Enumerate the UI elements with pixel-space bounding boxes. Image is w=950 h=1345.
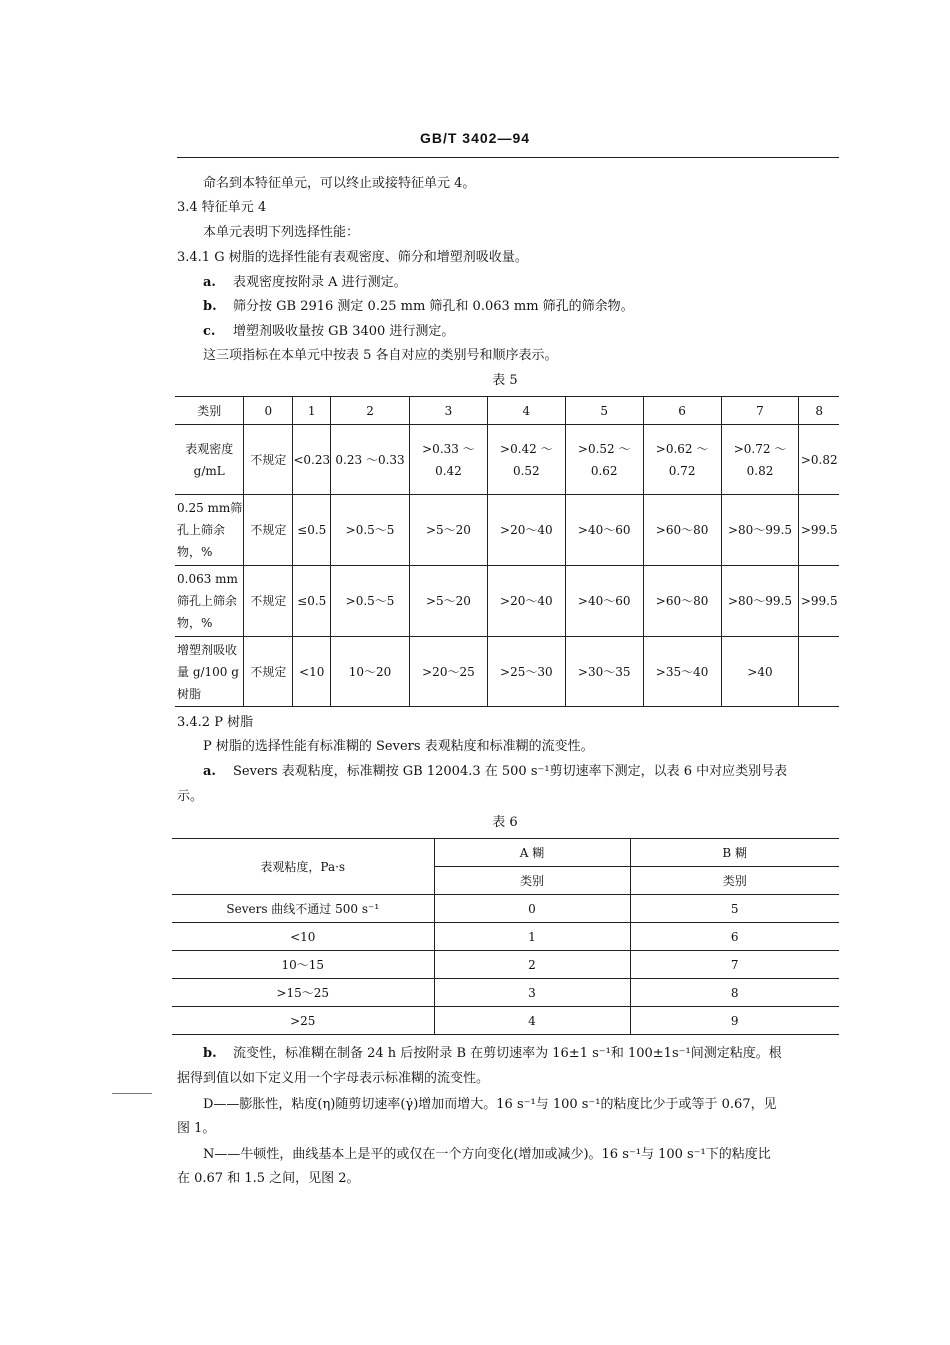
table-cell: >0.5～5 [331, 495, 410, 566]
table-cell: >40 [721, 637, 799, 707]
table-cell: >5～20 [409, 495, 487, 566]
table-cell: ≤0.5 [293, 566, 331, 637]
table-header-cell: 4 [487, 397, 565, 425]
table-row [172, 895, 839, 923]
table-cell: 2 [434, 951, 630, 979]
list-marker: a. [203, 764, 216, 779]
standard-code-header: GB/T 3402—94 [419, 130, 531, 146]
table-row [175, 637, 839, 707]
table-header-row [172, 839, 839, 867]
table-5 [175, 396, 839, 707]
table-cell: >0.42 ～0.52 [487, 425, 565, 495]
table-header-cell: 2 [331, 397, 410, 425]
table-cell: 10～15 [172, 951, 434, 979]
table-6 [172, 838, 839, 1035]
table-cell: 不规定 [244, 566, 293, 637]
table-header-cell: 1 [293, 397, 331, 425]
table-cell: >20～40 [487, 566, 565, 637]
list-text: 流变性，标准糊在制备 24 h 后按附录 B 在剪切速率为 16±1 s⁻¹和 100±1s⁻¹间测定粘度。根 [233, 1046, 782, 1061]
list-marker: c. [203, 324, 216, 339]
list-item [203, 1045, 782, 1063]
table-cell: >80～99.5 [721, 495, 799, 566]
table-cell: >60～80 [643, 566, 721, 637]
table-cell: <10 [293, 637, 331, 707]
table-cell: >99.5 [799, 495, 839, 566]
table-header-cell: 8 [799, 397, 839, 425]
paragraph-continuation: 在 0.67 和 1.5 之间，见图 2。 [177, 1171, 360, 1186]
table-header-cell: 6 [643, 397, 721, 425]
paragraph: 这三项指标在本单元中按表 5 各自对应的类别号和顺序表示。 [203, 348, 558, 363]
paragraph-continuation: 示。 [177, 789, 204, 804]
paragraph: 本单元表明下列选择性能： [203, 225, 360, 240]
table-header-cell: 类别 [630, 867, 839, 895]
table-cell: >0.82 [799, 425, 839, 495]
table-cell: >25～30 [487, 637, 565, 707]
table-cell: <10 [172, 923, 434, 951]
list-item [203, 323, 454, 341]
list-item [203, 274, 407, 292]
list-text: Severs 表观粘度，标准糊按 GB 12004.3 在 500 s⁻¹剪切速率下测定，以表 6 中对应类别号表 [233, 764, 788, 779]
table-header-cell: 类别 [175, 397, 244, 425]
table-cell: 8 [630, 979, 839, 1007]
paragraph-continuation: 据得到值以如下定义用一个字母表示标准糊的流变性。 [177, 1071, 490, 1086]
section-heading: 3.4.1 G 树脂的选择性能有表观密度、筛分和增塑剂吸收量。 [177, 250, 528, 265]
table-cell: >99.5 [799, 566, 839, 637]
table-cell: 不规定 [244, 425, 293, 495]
table-cell: 1 [434, 923, 630, 951]
table-cell: 6 [630, 923, 839, 951]
section-heading: 3.4.2 P 树脂 [177, 715, 254, 730]
table-row [172, 951, 839, 979]
table-cell: >30～35 [565, 637, 643, 707]
table-cell: 不规定 [244, 495, 293, 566]
table-header-cell: 类别 [434, 867, 630, 895]
list-text: 表观密度按附录 A 进行测定。 [233, 275, 407, 290]
table-row [172, 1007, 839, 1035]
table-header-cell: 0 [244, 397, 293, 425]
table-cell: >0.52 ～0.62 [565, 425, 643, 495]
table-cell: >15～25 [172, 979, 434, 1007]
table-cell: 4 [434, 1007, 630, 1035]
table-row [175, 495, 839, 566]
list-text: 增塑剂吸收量按 GB 3400 进行测定。 [233, 324, 455, 339]
table-cell: 0.25 mm筛孔上筛余物，% [175, 495, 244, 566]
table-cell: 10～20 [331, 637, 410, 707]
table-header-cell: B 糊 [630, 839, 839, 867]
table-header-cell: 5 [565, 397, 643, 425]
table-cell: 表观密度 g/mL [175, 425, 244, 495]
table-cell: 0.23 ～0.33 [331, 425, 410, 495]
table-caption: 表 6 [492, 815, 518, 830]
table-cell: >80～99.5 [721, 566, 799, 637]
table-cell: 0.063 mm筛孔上筛余物，% [175, 566, 244, 637]
list-marker: a. [203, 275, 216, 290]
table-caption: 表 5 [492, 373, 518, 388]
table-cell [799, 637, 839, 707]
table-cell: >0.62 ～0.72 [643, 425, 721, 495]
table-row [175, 566, 839, 637]
table-cell: <0.23 [293, 425, 331, 495]
paragraph-continuation: 图 1。 [177, 1121, 216, 1136]
paragraph: P 树脂的选择性能有标准糊的 Severs 表观粘度和标准糊的流变性。 [203, 739, 594, 754]
list-item [203, 763, 787, 781]
table-row [175, 425, 839, 495]
table-cell: 5 [630, 895, 839, 923]
list-text: 筛分按 GB 2916 测定 0.25 mm 筛孔和 0.063 mm 筛孔的筛余物。 [233, 299, 634, 314]
table-cell: Severs 曲线不通过 500 s⁻¹ [172, 895, 434, 923]
table-row [172, 923, 839, 951]
table-cell: >35～40 [643, 637, 721, 707]
table-header-cell: A 糊 [434, 839, 630, 867]
table-header-row [175, 397, 839, 425]
table-cell: >20～25 [409, 637, 487, 707]
table-cell: ≤0.5 [293, 495, 331, 566]
table-cell: 不规定 [244, 637, 293, 707]
table-header-cell: 3 [409, 397, 487, 425]
table-header-cell: 7 [721, 397, 799, 425]
header-rule [177, 157, 839, 158]
table-cell: >0.5～5 [331, 566, 410, 637]
paragraph: 命名到本特征单元，可以终止或接特征单元 4。 [203, 176, 476, 191]
table-cell: >0.72 ～0.82 [721, 425, 799, 495]
table-cell: >40～60 [565, 495, 643, 566]
table-cell: >0.33 ～0.42 [409, 425, 487, 495]
table-cell: 7 [630, 951, 839, 979]
table-row [172, 979, 839, 1007]
table-header-cell: 表观粘度，Pa·s [172, 839, 434, 895]
table-cell: 3 [434, 979, 630, 1007]
table-cell: >60～80 [643, 495, 721, 566]
table-cell: 9 [630, 1007, 839, 1035]
list-marker: b. [203, 1046, 217, 1061]
definition-paragraph: D——膨胀性，粘度(η)随剪切速率(γ̇)增加而增大。16 s⁻¹与 100 s⁻¹的粘度比少于或等于 0.67，见 [203, 1097, 777, 1112]
table-cell: >40～60 [565, 566, 643, 637]
list-marker: b. [203, 299, 217, 314]
margin-mark [112, 1093, 152, 1094]
table-cell: >25 [172, 1007, 434, 1035]
table-cell: 0 [434, 895, 630, 923]
table-cell: >5～20 [409, 566, 487, 637]
definition-paragraph: N——牛顿性，曲线基本上是平的或仅在一个方向变化(增加或减少)。16 s⁻¹与 100 s⁻¹下的粘度比 [203, 1147, 771, 1162]
table-cell: >20～40 [487, 495, 565, 566]
table-cell: 增塑剂吸收量 g/100 g树脂 [175, 637, 244, 707]
section-heading: 3.4 特征单元 4 [177, 200, 267, 215]
list-item [203, 298, 634, 316]
